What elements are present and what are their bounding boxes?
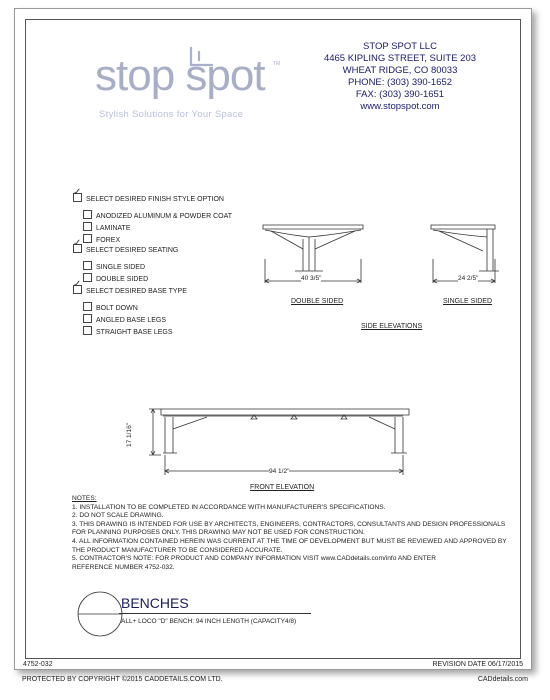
company-website[interactable]: www.stopspot.com <box>360 101 440 112</box>
option-laminate[interactable]: LAMINATE <box>83 222 232 234</box>
option-bolt-down[interactable]: BOLT DOWN <box>83 302 187 314</box>
base-options <box>73 285 187 338</box>
notes-heading: NOTES: <box>72 495 97 502</box>
drawing-subtitle: ALL+ LOCO "D" BENCH: 94 INCH LENGTH (CAPACITY4/8) <box>121 618 297 625</box>
note-line: 1. INSTALLATION TO BE COMPLETED IN ACCORDANCE WITH MANUFACTURER'S SPECIFICATIONS. <box>72 503 386 511</box>
checkbox-icon[interactable] <box>83 273 92 282</box>
company-fax: FAX: (303) 390-1651 <box>355 89 445 100</box>
checkbox-icon[interactable] <box>83 314 92 323</box>
notes-section <box>72 495 512 572</box>
checkbox-icon[interactable] <box>83 302 92 311</box>
revision-date: REVISION DATE 06/17/2015 <box>432 661 523 668</box>
checkbox-icon[interactable] <box>83 261 92 270</box>
checkbox-seating-heading[interactable] <box>73 244 82 253</box>
single-sided-label: SINGLE SIDED <box>443 298 493 305</box>
seating-heading: SELECT DESIRED SEATING <box>86 247 179 254</box>
company-address-line-1: 4465 KIPLING STREET, SUITE 203 <box>323 53 477 64</box>
company-address-line-2: WHEAT RIDGE, CO 80033 <box>342 65 458 76</box>
note-line: 4. ALL INFORMATION CONTAINED HEREIN WAS CURRENT AT THE TIME OF DEVELOPMENT BUT MUST BE REVIEWED AND APPROVED BY <box>72 537 507 545</box>
option-straight-base-legs[interactable]: STRAIGHT BASE LEGS <box>83 326 187 338</box>
title-block-symbol <box>75 589 125 639</box>
checkbox-icon[interactable] <box>83 210 92 219</box>
copyright-text: PROTECTED BY COPYRIGHT ©2015 CADDETAILS.COM LTD. <box>22 676 223 683</box>
note-line: THE PRODUCT MANUFACTURER TO BE CONSIDERED ACCURATE. <box>72 546 283 554</box>
side-elevations-label: SIDE ELEVATIONS <box>361 323 423 330</box>
checkbox-icon[interactable] <box>83 222 92 231</box>
option-single-sided[interactable]: SINGLE SIDED <box>83 261 178 273</box>
finish-heading-row[interactable] <box>73 193 232 205</box>
single-sided-dimension: 24 2/5" <box>458 275 479 282</box>
drawing-sheet <box>14 8 532 670</box>
height-dimension: 17 1/16" <box>126 423 133 447</box>
checkbox-finish-heading[interactable] <box>73 193 82 202</box>
note-line: REFERENCE NUMBER 4752-032. <box>72 563 175 571</box>
company-phone: PHONE: (303) 390-1652 <box>347 77 453 88</box>
option-forex[interactable]: FOREX <box>83 234 232 246</box>
drawing-title: BENCHES <box>121 595 189 611</box>
double-sided-label: DOUBLE SIDED <box>291 298 344 305</box>
note-line: 5. CONTRACTOR'S NOTE: FOR PRODUCT AND COMPANY INFORMATION VISIT www.CADdetails.com/info AND ENTER <box>72 555 436 563</box>
length-dimension: 94 1/2" <box>269 468 290 475</box>
double-sided-dimension: 40 3/5" <box>301 275 322 282</box>
finish-heading: SELECT DESIRED FINISH STYLE OPTION <box>86 196 224 203</box>
note-line: FOR PLANNING PURPOSES ONLY. THIS DRAWING MAY NOT BE USED FOR CONSTRUCTION. <box>72 529 365 537</box>
note-line: 2. DO NOT SCALE DRAWING. <box>72 512 164 520</box>
reference-number: 4752-032 <box>23 661 53 668</box>
base-heading-row[interactable] <box>73 285 187 297</box>
front-elevation-drawing <box>133 397 433 477</box>
checkbox-icon[interactable] <box>83 234 92 243</box>
checkbox-icon[interactable] <box>83 326 92 335</box>
checkbox-base-heading[interactable] <box>73 285 82 294</box>
front-elevation-label: FRONT ELEVATION <box>250 484 315 491</box>
note-line: 3. THIS DRAWING IS INTENDED FOR USE BY ARCHITECTS, ENGINEERS, CONTRACTORS, CONSULTANTS AND DESIGN PROFESSIONALS <box>72 520 506 528</box>
logo-trademark: TM <box>273 61 281 67</box>
base-heading: SELECT DESIRED BASE TYPE <box>86 288 187 295</box>
side-elevations-drawing <box>251 219 511 299</box>
logo-tagline: Stylish Solutions for Your Space <box>99 109 244 120</box>
title-underline <box>119 613 311 614</box>
seating-heading-row[interactable] <box>73 244 178 256</box>
logo-wordmark: stop spot <box>95 51 265 100</box>
option-double-sided[interactable]: DOUBLE SIDED <box>83 273 178 285</box>
option-anodized[interactable]: ANODIZED ALUMINUM & POWDER COAT <box>83 210 232 222</box>
finish-options <box>73 193 232 246</box>
company-info <box>315 41 485 113</box>
option-angled-base-legs[interactable]: ANGLED BASE LEGS <box>83 314 187 326</box>
company-name: STOP SPOT LLC <box>363 41 437 52</box>
seating-options <box>73 244 178 285</box>
caddetails-link[interactable]: CADdetails.com <box>477 676 528 683</box>
